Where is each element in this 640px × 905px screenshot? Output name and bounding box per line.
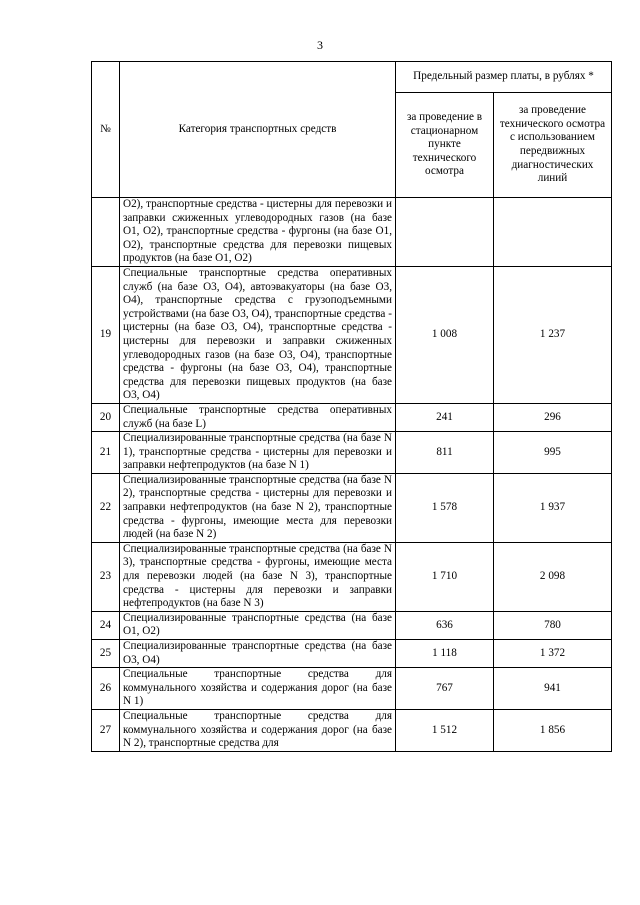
row-fee-mobile: 1 372 [494, 640, 612, 668]
row-category: Специальные транспортные средства оперативных служб (на базе L) [120, 403, 396, 431]
row-fee-mobile: 2 098 [494, 542, 612, 611]
table-body [92, 198, 612, 752]
row-fee-mobile: 1 237 [494, 266, 612, 403]
row-category: Специальные транспортные средства для коммунального хозяйства и содержания дорог (на базе N 2), транспортные средства для [120, 709, 396, 751]
row-number [92, 198, 120, 267]
row-fee-stationary: 1 578 [396, 473, 494, 542]
row-number: 21 [92, 432, 120, 474]
table-row [92, 432, 612, 474]
row-fee-stationary: 1 008 [396, 266, 494, 403]
table-row [92, 403, 612, 431]
row-fee-stationary: 1 512 [396, 709, 494, 751]
table-row [92, 709, 612, 751]
row-fee-stationary: 811 [396, 432, 494, 474]
row-category: Специальные транспортные средства оперативных служб (на базе О3, О4), автоэвакуаторы (на базе О3, О4), транспортные средства с грузоподъемными устройствами (на базе О3, О4), транспортные средства - цистерны (на базе О3, О4), транспортные средства - цистерны для перевозки и заправки сжиженных углеводородных газов (на базе О3, О4), транспортные средства - фургоны (на базе О3, О4), транспортные средства для перевозки пищевых продуктов (на базе О3, О4) [120, 266, 396, 403]
row-fee-stationary: 241 [396, 403, 494, 431]
row-fee-mobile: 1 937 [494, 473, 612, 542]
fee-table [91, 61, 612, 752]
table-row [92, 640, 612, 668]
row-number: 20 [92, 403, 120, 431]
table-header [92, 62, 612, 198]
row-fee-mobile: 941 [494, 668, 612, 710]
header-fee-group: Предельный размер платы, в рублях * [396, 62, 612, 93]
header-mobile: за проведение технического осмотра с использованием передвижных диагностических линий [494, 93, 612, 198]
header-num: № [92, 62, 120, 198]
table-row [92, 542, 612, 611]
table-row [92, 473, 612, 542]
table-row [92, 611, 612, 639]
row-category: Специальные транспортные средства для коммунального хозяйства и содержания дорог (на базе N 1) [120, 668, 396, 710]
row-number: 27 [92, 709, 120, 751]
row-number: 25 [92, 640, 120, 668]
header-category: Категория транспортных средств [120, 62, 396, 198]
row-fee-stationary: 1 118 [396, 640, 494, 668]
row-category: О2), транспортные средства - цистерны для перевозки и заправки сжиженных углеводородных газов (на базе О1, О2), транспортные средства - фургоны (на базе О1, О2), транспортные средства для перевозки пищевых продуктов (на базе О1, О2) [120, 198, 396, 267]
table-row [92, 668, 612, 710]
row-fee-mobile: 780 [494, 611, 612, 639]
table-row [92, 198, 612, 267]
row-category: Специализированные транспортные средства (на базе N 3), транспортные средства - фургоны, имеющие места для перевозки людей (на базе N 3), транспортные средства - цистерны для перевозки и заправки нефтепродуктов (на базе N 3) [120, 542, 396, 611]
row-number: 19 [92, 266, 120, 403]
row-category: Специализированные транспортные средства (на базе О1, О2) [120, 611, 396, 639]
row-fee-mobile: 1 856 [494, 709, 612, 751]
row-fee-stationary: 1 710 [396, 542, 494, 611]
row-number: 24 [92, 611, 120, 639]
row-fee-mobile: 296 [494, 403, 612, 431]
row-category: Специализированные транспортные средства (на базе О3, О4) [120, 640, 396, 668]
row-fee-mobile [494, 198, 612, 267]
header-stationary: за проведение в стационарном пункте технического осмотра [396, 93, 494, 198]
row-number: 23 [92, 542, 120, 611]
row-number: 22 [92, 473, 120, 542]
row-fee-stationary: 636 [396, 611, 494, 639]
row-fee-mobile: 995 [494, 432, 612, 474]
table-row [92, 266, 612, 403]
row-category: Специализированные транспортные средства (на базе N 2), транспортные средства - цистерны для перевозки и заправки нефтепродуктов (на базе N 2), транспортные средства - фургоны, имеющие места для перевозки людей (на базе N 2) [120, 473, 396, 542]
row-fee-stationary [396, 198, 494, 267]
row-category: Специализированные транспортные средства (на базе N 1), транспортные средства - цистерны для перевозки и заправки нефтепродуктов (на базе N 1) [120, 432, 396, 474]
row-fee-stationary: 767 [396, 668, 494, 710]
page-number: 3 [317, 38, 323, 52]
row-number: 26 [92, 668, 120, 710]
